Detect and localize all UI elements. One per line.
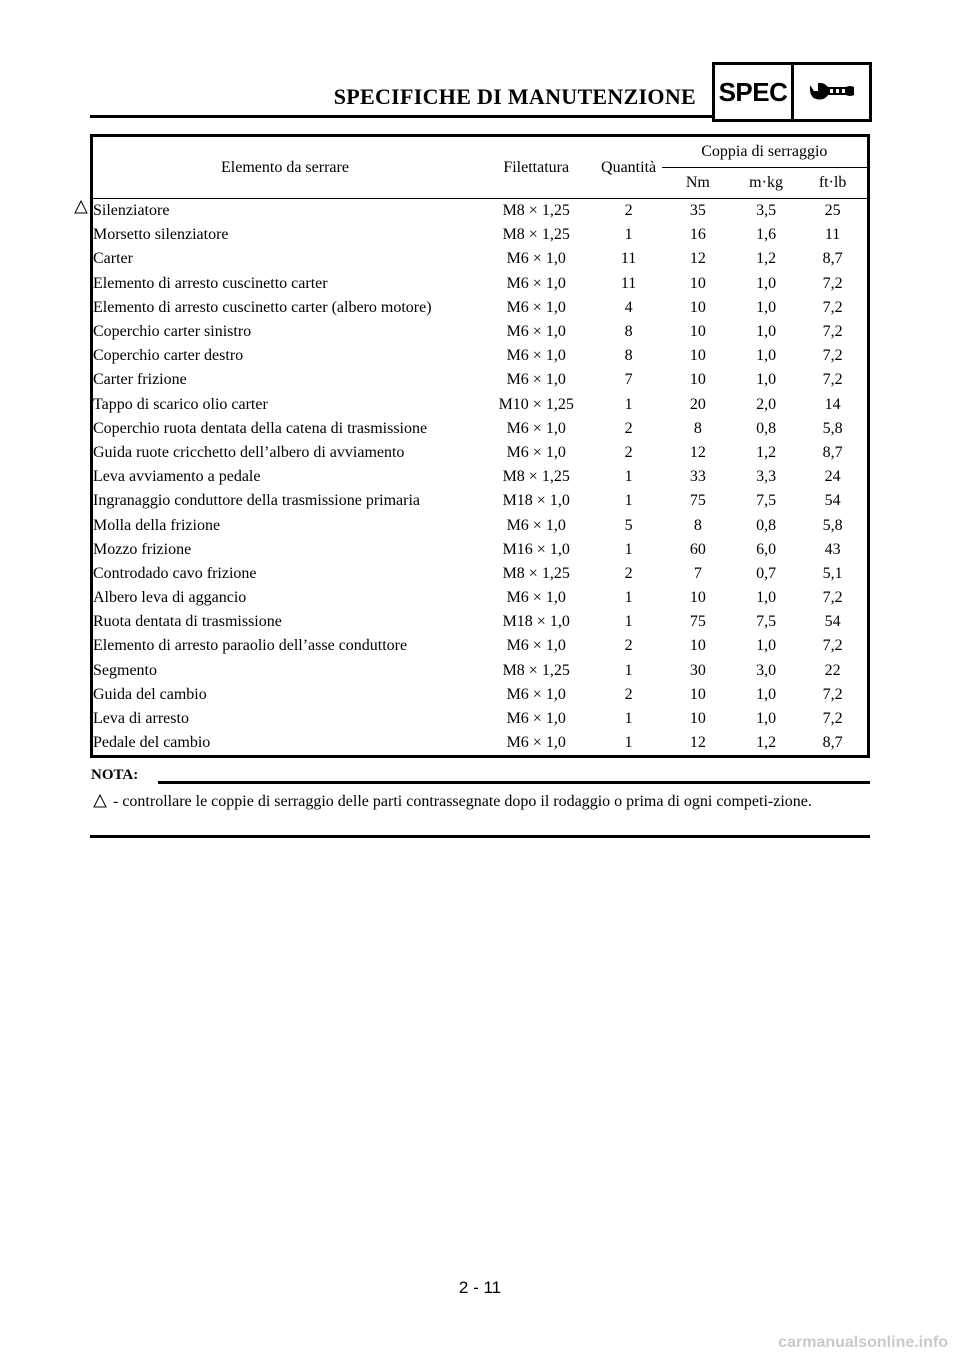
cell-quantity: 2 (624, 202, 633, 220)
cell-item: Coperchio carter destro (93, 347, 244, 365)
table-row (92, 538, 869, 562)
cell-nm: 60 (689, 540, 706, 558)
cell-thread: M6 × 1,0 (506, 589, 566, 607)
cell-item: Carter frizione (93, 371, 187, 389)
cell-mkg: 6,0 (756, 540, 777, 558)
cell-nm: 16 (689, 226, 706, 244)
cell-thread: M6 × 1,0 (506, 419, 566, 437)
table-row (92, 368, 869, 392)
cell-nm: 7 (693, 564, 702, 582)
cell-ftlb: 11 (824, 226, 841, 244)
cell-quantity: 1 (624, 540, 633, 558)
cell-item: Coperchio carter sinistro (93, 323, 252, 341)
cell-ftlb: 7,2 (822, 710, 843, 728)
cell-mkg: 1,0 (756, 274, 777, 292)
cell-mkg: 1,6 (756, 226, 777, 244)
header-item: Elemento da serrare (92, 136, 477, 199)
table-row (92, 465, 869, 489)
note-body: - controllare le coppie di serraggio delle parti contrassegnate dopo il rodaggio o prima di ogni competi-zione. (113, 793, 812, 810)
cell-nm: 12 (689, 734, 706, 752)
cell-nm: 12 (689, 443, 706, 461)
cell-quantity: 2 (624, 685, 633, 703)
cell-quantity: 1 (624, 613, 633, 631)
cell-nm: 10 (689, 371, 706, 389)
cell-ftlb: 7,2 (822, 685, 843, 703)
cell-item: Pedale del cambio (93, 734, 211, 752)
cell-mkg: 1,0 (756, 298, 777, 316)
table-row (92, 707, 869, 731)
header-nm: Nm (662, 168, 734, 199)
cell-thread: M8 × 1,25 (502, 661, 570, 679)
cell-ftlb: 7,2 (822, 274, 843, 292)
header-mkg: m·kg (734, 168, 798, 199)
cell-quantity: 4 (624, 298, 633, 316)
cell-nm: 10 (689, 637, 706, 655)
cell-ftlb: 7,2 (822, 347, 843, 365)
cell-mkg: 1,0 (756, 710, 777, 728)
cell-nm: 10 (689, 274, 706, 292)
table-row (92, 296, 869, 320)
cell-mkg: 1,0 (756, 637, 777, 655)
cell-mkg: 0,7 (756, 564, 777, 582)
table-row (92, 586, 869, 610)
cell-mkg: 1,0 (756, 685, 777, 703)
cell-ftlb: 8,7 (822, 250, 843, 268)
cell-quantity: 2 (624, 637, 633, 655)
cell-quantity: 2 (624, 443, 633, 461)
cell-thread: M6 × 1,0 (506, 274, 566, 292)
cell-mkg: 0,8 (756, 419, 777, 437)
cell-item: Coperchio ruota dentata della catena di trasmissione (93, 419, 428, 437)
table-row (92, 731, 869, 757)
table-row (92, 223, 869, 247)
cell-quantity: 2 (624, 419, 633, 437)
table-row (92, 610, 869, 634)
table-row (92, 393, 869, 417)
header-torque: Coppia di serraggio (701, 143, 828, 160)
cell-quantity: 5 (624, 516, 633, 534)
cell-thread: M18 × 1,0 (502, 613, 570, 631)
table-row (92, 199, 869, 224)
header-rule (90, 115, 715, 118)
cell-item: Leva avviamento a pedale (93, 468, 261, 486)
cell-item: Tappo di scarico olio carter (93, 395, 268, 413)
table-row (92, 272, 869, 296)
cell-nm: 33 (689, 468, 706, 486)
note-label: NOTA: (91, 767, 139, 783)
cell-thread: M6 × 1,0 (506, 637, 566, 655)
cell-thread: M8 × 1,25 (502, 468, 570, 486)
cell-thread: M10 × 1,25 (498, 395, 574, 413)
cell-quantity: 8 (624, 347, 633, 365)
cell-item: Leva di arresto (93, 710, 189, 728)
cell-quantity: 1 (624, 734, 633, 752)
cell-nm: 75 (689, 492, 706, 510)
header-thread: Filettatura (477, 136, 595, 199)
cell-mkg: 2,0 (756, 395, 777, 413)
header-quantity: Quantità (595, 136, 661, 199)
cell-item: Albero leva di aggancio (93, 589, 247, 607)
cell-quantity: 1 (624, 661, 633, 679)
page-number: 2 - 11 (458, 1278, 502, 1297)
cell-ftlb: 8,7 (822, 443, 843, 461)
note-text (91, 790, 870, 814)
cell-quantity: 1 (624, 468, 633, 486)
cell-thread: M6 × 1,0 (506, 734, 566, 752)
cell-mkg: 1,0 (756, 347, 777, 365)
cell-thread: M6 × 1,0 (506, 323, 566, 341)
cell-mkg: 1,2 (756, 250, 777, 268)
cell-ftlb: 7,2 (822, 323, 843, 341)
cell-ftlb: 7,2 (822, 637, 843, 655)
cell-ftlb: 7,2 (822, 371, 843, 389)
cell-ftlb: 25 (824, 202, 841, 220)
cell-thread: M6 × 1,0 (506, 250, 566, 268)
table-row (92, 683, 869, 707)
cell-quantity: 1 (624, 226, 633, 244)
torque-spec-table (90, 134, 870, 758)
cell-mkg: 1,0 (756, 589, 777, 607)
cell-quantity: 2 (624, 564, 633, 582)
cell-thread: M6 × 1,0 (506, 516, 566, 534)
cell-thread: M8 × 1,25 (502, 202, 570, 220)
cell-ftlb: 54 (824, 492, 841, 510)
cell-quantity: 11 (620, 274, 637, 292)
note-rule (158, 781, 870, 784)
cell-item: Guida del cambio (93, 685, 207, 703)
cell-nm: 10 (689, 685, 706, 703)
cell-ftlb: 14 (824, 395, 841, 413)
table-row (92, 513, 869, 537)
cell-ftlb: 43 (824, 540, 841, 558)
cell-nm: 10 (689, 298, 706, 316)
cell-mkg: 0,8 (756, 516, 777, 534)
cell-nm: 10 (689, 710, 706, 728)
table-row (92, 562, 869, 586)
cell-ftlb: 22 (824, 661, 841, 679)
cell-quantity: 1 (624, 492, 633, 510)
cell-quantity: 1 (624, 589, 633, 607)
table-row (92, 659, 869, 683)
cell-nm: 8 (693, 516, 702, 534)
cell-mkg: 3,5 (756, 202, 777, 220)
cell-thread: M18 × 1,0 (502, 492, 570, 510)
cell-mkg: 1,0 (756, 371, 777, 389)
cell-nm: 10 (689, 347, 706, 365)
table-row (92, 489, 869, 513)
cell-mkg: 1,2 (756, 734, 777, 752)
triangle-mark-icon (93, 794, 107, 808)
table-row (92, 417, 869, 441)
spec-badge (712, 62, 872, 122)
cell-item: Ingranaggio conduttore della trasmissione primaria (93, 492, 421, 510)
cell-mkg: 3,0 (756, 661, 777, 679)
cell-ftlb: 7,2 (822, 589, 843, 607)
cell-thread: M6 × 1,0 (506, 710, 566, 728)
cell-thread: M6 × 1,0 (506, 371, 566, 389)
cell-mkg: 7,5 (756, 492, 777, 510)
spec-badge-label: SPEC (715, 65, 794, 119)
cell-thread: M6 × 1,0 (506, 685, 566, 703)
cell-thread: M8 × 1,25 (502, 564, 570, 582)
cell-quantity: 1 (624, 710, 633, 728)
cell-item: Segmento (93, 661, 157, 679)
cell-thread: M8 × 1,25 (502, 226, 570, 244)
cell-item: Elemento di arresto cuscinetto carter (albero motore) (93, 298, 432, 316)
cell-item: Molla della frizione (93, 516, 221, 534)
triangle-mark-icon (74, 200, 88, 214)
cell-ftlb: 54 (824, 613, 841, 631)
cell-mkg: 7,5 (756, 613, 777, 631)
cell-ftlb: 7,2 (822, 298, 843, 316)
table-row (92, 320, 869, 344)
cell-item: Ruota dentata di trasmissione (93, 613, 282, 631)
cell-thread: M6 × 1,0 (506, 347, 566, 365)
cell-ftlb: 5,8 (822, 419, 843, 437)
cell-thread: M6 × 1,0 (506, 443, 566, 461)
table-row (92, 441, 869, 465)
cell-item: Morsetto silenziatore (93, 226, 229, 244)
watermark: carmanualsonline.info (778, 1334, 948, 1351)
cell-ftlb: 5,1 (822, 564, 843, 582)
cell-quantity: 1 (624, 395, 633, 413)
cell-thread: M16 × 1,0 (502, 540, 570, 558)
cell-item: Controdado cavo frizione (93, 564, 257, 582)
cell-quantity: 7 (624, 371, 633, 389)
cell-nm: 8 (693, 419, 702, 437)
cell-quantity: 11 (620, 250, 637, 268)
cell-nm: 12 (689, 250, 706, 268)
table-row (92, 247, 869, 271)
cell-ftlb: 8,7 (822, 734, 843, 752)
page-header (90, 62, 870, 122)
cell-item: Elemento di arresto paraolio dell’asse conduttore (93, 637, 408, 655)
cell-nm: 75 (689, 613, 706, 631)
cell-nm: 10 (689, 323, 706, 341)
cell-item: Silenziatore (93, 202, 170, 220)
cell-item: Mozzo frizione (93, 540, 192, 558)
cell-thread: M6 × 1,0 (506, 298, 566, 316)
cell-nm: 10 (689, 589, 706, 607)
cell-ftlb: 24 (824, 468, 841, 486)
cell-mkg: 1,0 (756, 323, 777, 341)
table-row (92, 634, 869, 658)
cell-item: Elemento di arresto cuscinetto carter (93, 274, 328, 292)
cell-nm: 30 (689, 661, 706, 679)
cell-item: Carter (93, 250, 133, 268)
table-body (92, 199, 869, 757)
table-row (92, 344, 869, 368)
cell-nm: 20 (689, 395, 706, 413)
note-bottom-rule (90, 835, 870, 838)
cell-mkg: 1,2 (756, 443, 777, 461)
cell-mkg: 3,3 (756, 468, 777, 486)
header-ftlb: ft·lb (798, 168, 868, 199)
cell-item: Guida ruote cricchetto dell’albero di avviamento (93, 443, 405, 461)
cell-ftlb: 5,8 (822, 516, 843, 534)
cell-nm: 35 (689, 202, 706, 220)
cell-quantity: 8 (624, 323, 633, 341)
wrench-icon (794, 65, 869, 119)
page-title: SPECIFICHE DI MANUTENZIONE (333, 84, 696, 109)
